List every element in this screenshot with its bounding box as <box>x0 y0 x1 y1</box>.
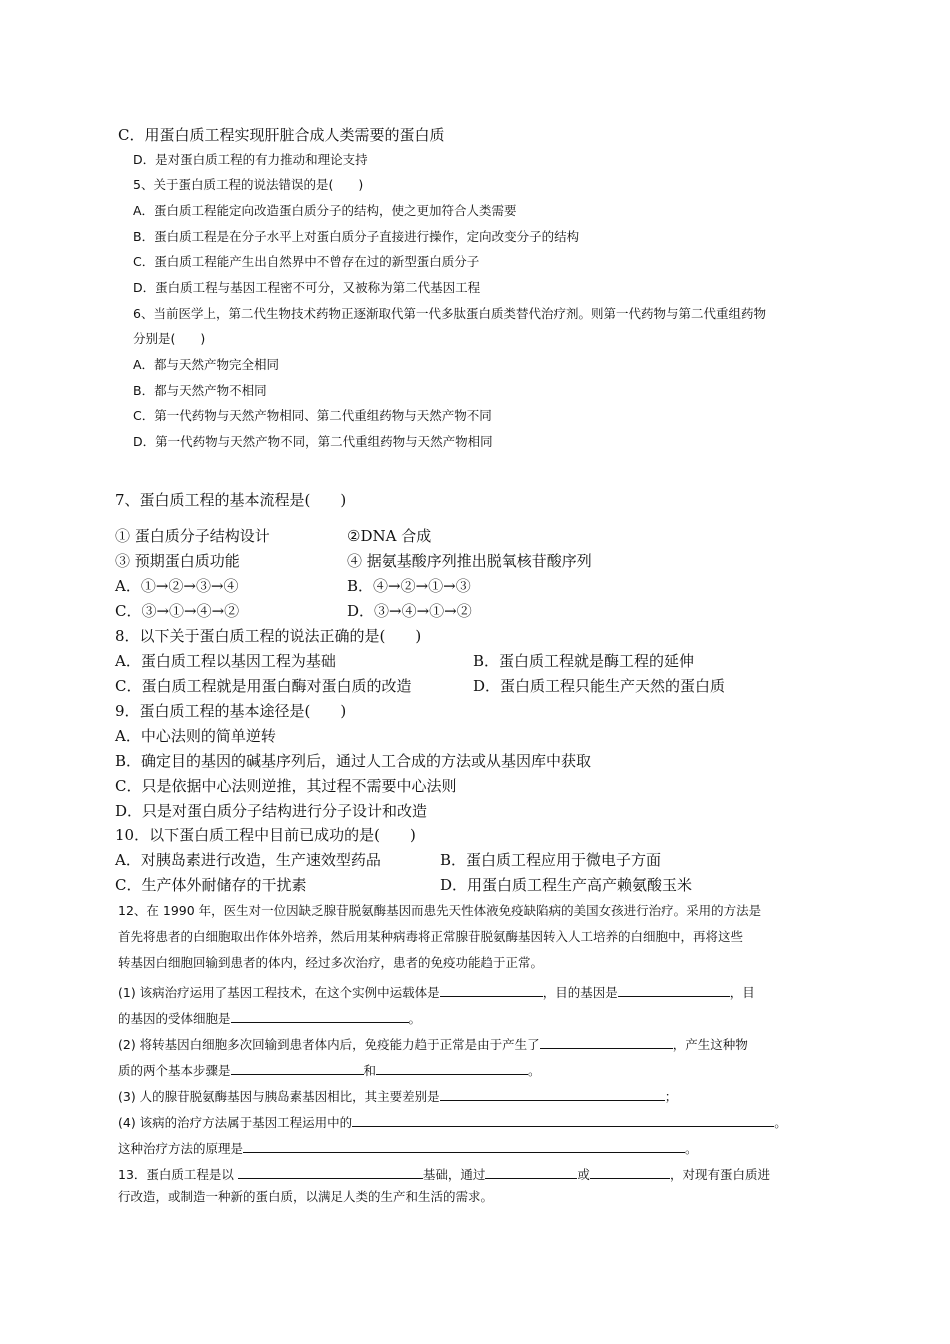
question-12-line-2: 首先将患者的白细胞取出作体外培养，然后用某种病毒将正常腺苷脱氨酶基因转入人工培养的白细胞中，再将这些 <box>118 929 744 944</box>
question-10-option-d: D．用蛋白质工程生产高产赖氨酸玉米 <box>440 876 693 894</box>
q13-method-2-blank[interactable] <box>590 1165 670 1179</box>
q12-part1-text-e: 。 <box>408 1011 422 1026</box>
question-12-part-4 <box>118 1113 787 1130</box>
question-9-option-c: C．只是依据中心法则逆推，其过程不需要中心法则 <box>115 777 457 795</box>
question-5-option-d: D．蛋白质工程与基因工程密不可分，又被称为第二代基因工程 <box>133 280 481 295</box>
question-7-option-b: B．④→②→①→③ <box>347 577 471 595</box>
question-5-option-a: A．蛋白质工程能定向改造蛋白质分子的结构，使之更加符合人类需要 <box>133 203 517 218</box>
question-9-option-a: A．中心法则的简单逆转 <box>115 727 276 745</box>
q12-part1-text-b: ，目的基因是 <box>542 985 618 1000</box>
question-7-item-4: ④ 据氨基酸序列推出脱氧核苷酸序列 <box>347 552 592 570</box>
q12-product-blank[interactable] <box>540 1035 673 1049</box>
question-12-part-1 <box>118 983 755 1000</box>
q12-target-gene-blank[interactable] <box>618 983 730 997</box>
option-c: C．用蛋白质工程实现肝脏合成人类需要的蛋白质 <box>118 126 445 144</box>
question-13 <box>118 1165 770 1182</box>
q13-text-b: 基础，通过 <box>422 1167 486 1182</box>
question-7-option-a: A．①→②→③→④ <box>115 577 239 595</box>
question-10-option-b: B．蛋白质工程应用于微电子方面 <box>440 851 662 869</box>
q12-step-2-blank[interactable] <box>376 1061 528 1075</box>
question-7-item-1: ① 蛋白质分子结构设计 <box>115 527 270 545</box>
question-12-line-1: 12、在 1990 年，医生对一位因缺乏腺苷脱氨酶基因而患先天性体液免疫缺陷病的美国女孩进行治疗。采用的方法是 <box>118 903 762 918</box>
question-6-line-2: 分别是( ) <box>133 331 206 346</box>
q12-part1-text-d: 的基因的受体细胞是 <box>118 1011 231 1026</box>
q12-part1-text-c: ，目 <box>729 985 755 1000</box>
q12-part3-text-b: ； <box>664 1089 678 1104</box>
q12-part2-text-c: 质的两个基本步骤是 <box>118 1063 231 1078</box>
q12-part4-text-c: 这种治疗方法的原理是 <box>118 1141 244 1156</box>
question-13-cont: 行改造，或制造一种新的蛋白质，以满足人类的生产和生活的需求。 <box>118 1189 494 1204</box>
q12-part2-text-d: 和 <box>363 1063 377 1078</box>
q12-difference-blank[interactable] <box>440 1087 665 1101</box>
q12-part3-text-a: (3) 人的腺苷脱氨酶基因与胰岛素基因相比，其主要差别是 <box>118 1089 440 1104</box>
q12-recipient-cell-blank[interactable] <box>231 1009 409 1023</box>
question-8-option-c: C．蛋白质工程就是用蛋白酶对蛋白质的改造 <box>115 677 412 695</box>
question-10: 10．以下蛋白质工程中目前已成功的是( ) <box>115 826 416 844</box>
q12-application-blank[interactable] <box>352 1113 774 1127</box>
question-9-option-b: B．确定目的基因的碱基序列后，通过人工合成的方法或从基因库中获取 <box>115 752 592 770</box>
q12-step-1-blank[interactable] <box>231 1061 364 1075</box>
question-12-part-3 <box>118 1087 677 1104</box>
question-12-line-3: 转基因白细胞回输到患者的体内，经过多次治疗，患者的免疫功能趋于正常。 <box>118 955 544 970</box>
q13-text-d: ，对现有蛋白质进 <box>669 1167 770 1182</box>
question-5-option-c: C．蛋白质工程能产生出自然界中不曾存在过的新型蛋白质分子 <box>133 254 480 269</box>
q12-part4-text-b: 。 <box>774 1115 787 1130</box>
q12-part1-text-a: (1) 该病治疗运用了基因工程技术，在这个实例中运载体是 <box>118 985 440 1000</box>
question-8: 8．以下关于蛋白质工程的说法正确的是( ) <box>115 627 422 645</box>
question-8-option-d: D．蛋白质工程只能生产天然的蛋白质 <box>473 677 726 695</box>
question-12-part-2 <box>118 1035 748 1052</box>
q12-carrier-blank[interactable] <box>440 983 543 997</box>
question-7: 7、蛋白质工程的基本流程是( ) <box>115 491 347 509</box>
question-5: 5、关于蛋白质工程的说法错误的是( ) <box>133 177 364 192</box>
question-9: 9．蛋白质工程的基本途径是( ) <box>115 702 347 720</box>
q13-basis-blank[interactable] <box>238 1165 423 1179</box>
q13-text-c: 或 <box>577 1167 590 1182</box>
question-5-option-b: B．蛋白质工程是在分子水平上对蛋白质分子直接进行操作，定向改变分子的结构 <box>133 229 580 244</box>
question-12-part-4-cont <box>118 1139 698 1156</box>
question-7-option-c: C．③→①→④→② <box>115 602 240 620</box>
q13-method-1-blank[interactable] <box>485 1165 577 1179</box>
q12-part4-text-d: 。 <box>685 1141 698 1156</box>
q12-part2-text-b: ，产生这种物 <box>672 1037 748 1052</box>
question-6-line-1: 6、当前医学上，第二代生物技术药物正逐渐取代第一代多肽蛋白质类替代治疗剂。则第一代药物与第二代重组药物 <box>133 306 766 321</box>
question-12-part-2-cont <box>118 1061 541 1078</box>
question-6-option-b: B．都与天然产物不相同 <box>133 383 267 398</box>
question-9-option-d: D．只是对蛋白质分子结构进行分子设计和改造 <box>115 802 428 820</box>
question-8-option-a: A．蛋白质工程以基因工程为基础 <box>115 652 336 670</box>
question-12-part-1-cont <box>118 1009 421 1026</box>
q12-part2-text-e: 。 <box>528 1063 541 1078</box>
q12-part2-text-a: (2) 将转基因白细胞多次回输到患者体内后，免疫能力趋于正常是由于产生了 <box>118 1037 540 1052</box>
question-7-item-3: ③ 预期蛋白质功能 <box>115 552 240 570</box>
question-6-option-c: C．第一代药物与天然产物相同、第二代重组药物与天然产物不同 <box>133 408 492 423</box>
question-6-option-d: D．第一代药物与天然产物不同，第二代重组药物与天然产物相同 <box>133 434 493 449</box>
question-10-option-c: C．生产体外耐储存的干扰素 <box>115 876 307 894</box>
q13-text-a: 13．蛋白质工程是以 <box>118 1167 234 1182</box>
q12-principle-blank[interactable] <box>243 1139 685 1153</box>
q12-part4-text-a: (4) 该病的治疗方法属于基因工程运用中的 <box>118 1115 353 1130</box>
question-7-item-2: ②DNA 合成 <box>347 527 432 545</box>
question-8-option-b: B．蛋白质工程就是酶工程的延伸 <box>473 652 695 670</box>
question-7-option-d: D．③→④→①→② <box>347 602 472 620</box>
option-d: D．是对蛋白质工程的有力推动和理论支持 <box>133 152 368 167</box>
question-10-option-a: A．对胰岛素进行改造，生产速效型药品 <box>115 851 381 869</box>
question-6-option-a: A．都与天然产物完全相同 <box>133 357 280 372</box>
